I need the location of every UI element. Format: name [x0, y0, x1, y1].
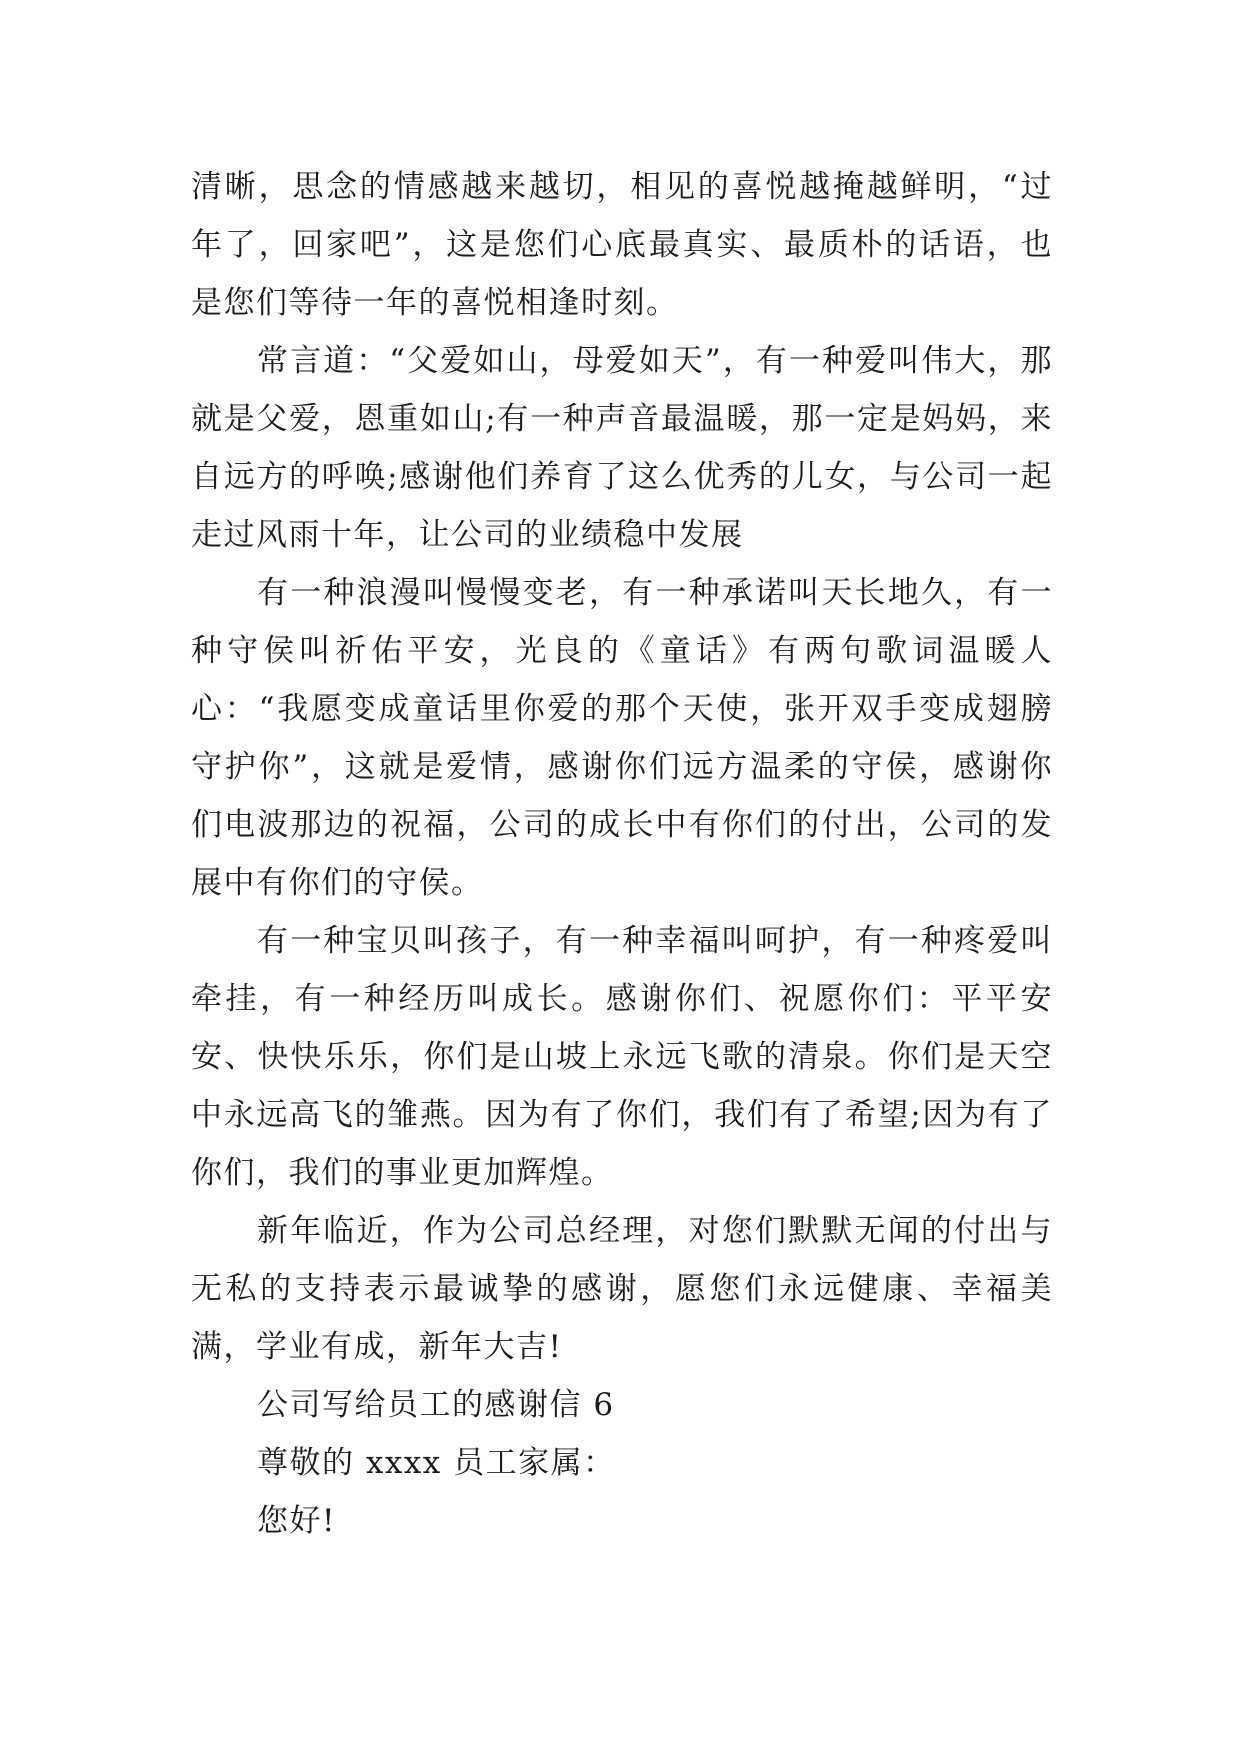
letter-salutation: 尊敬的 xxxx 员工家属： [257, 1445, 616, 1481]
paragraph-romance: 有一种浪漫叫慢慢变老，有一种承诺叫天长地久，有一种守侯叫祈佑平安，光良的《童话》有两句歌词温暖人心：“我愿变成童话里你爱的那个天使，张开双手变成翅膀守护你”，这就是爱情，感谢你们远方温柔的守侯，感谢你们电波那边的祝福，公司的成长中有你们的付出，公司的发展中有你们的守侯。 [191, 575, 1053, 901]
letter-body [191, 158, 1053, 1550]
letter-greeting: 您好! [257, 1503, 336, 1539]
paragraph-continuation: 清晰，思念的情感越来越切，相见的喜悦越掩越鲜明，“过年了，回家吧”，这是您们心底最真实、最质朴的话语，也是您们等待一年的喜悦相逢时刻。 [191, 169, 1053, 321]
paragraph-new-year: 新年临近，作为公司总经理，对您们默默无闻的付出与无私的支持表示最诚挚的感谢，愿您们永远健康、幸福美满，学业有成，新年大吉! [191, 1213, 1053, 1365]
paragraph-children: 有一种宝贝叫孩子，有一种幸福叫呵护，有一种疼爱叫牵挂，有一种经历叫成长。感谢你们、祝愿你们：平平安安、快快乐乐，你们是山坡上永远飞歌的清泉。你们是天空中永远高飞的雏燕。因为有了你们，我们有了希望;因为有了你们，我们的事业更加辉煌。 [191, 923, 1053, 1191]
letter-heading: 公司写给员工的感谢信 6 [257, 1387, 615, 1423]
paragraph-parents: 常言道：“父爱如山，母爱如天”，有一种爱叫伟大，那就是父爱，恩重如山;有一种声音最温暖，那一定是妈妈，来自远方的呼唤;感谢他们养育了这么优秀的儿女，与公司一起走过风雨十年，让公司的业绩稳中发展 [191, 343, 1053, 553]
